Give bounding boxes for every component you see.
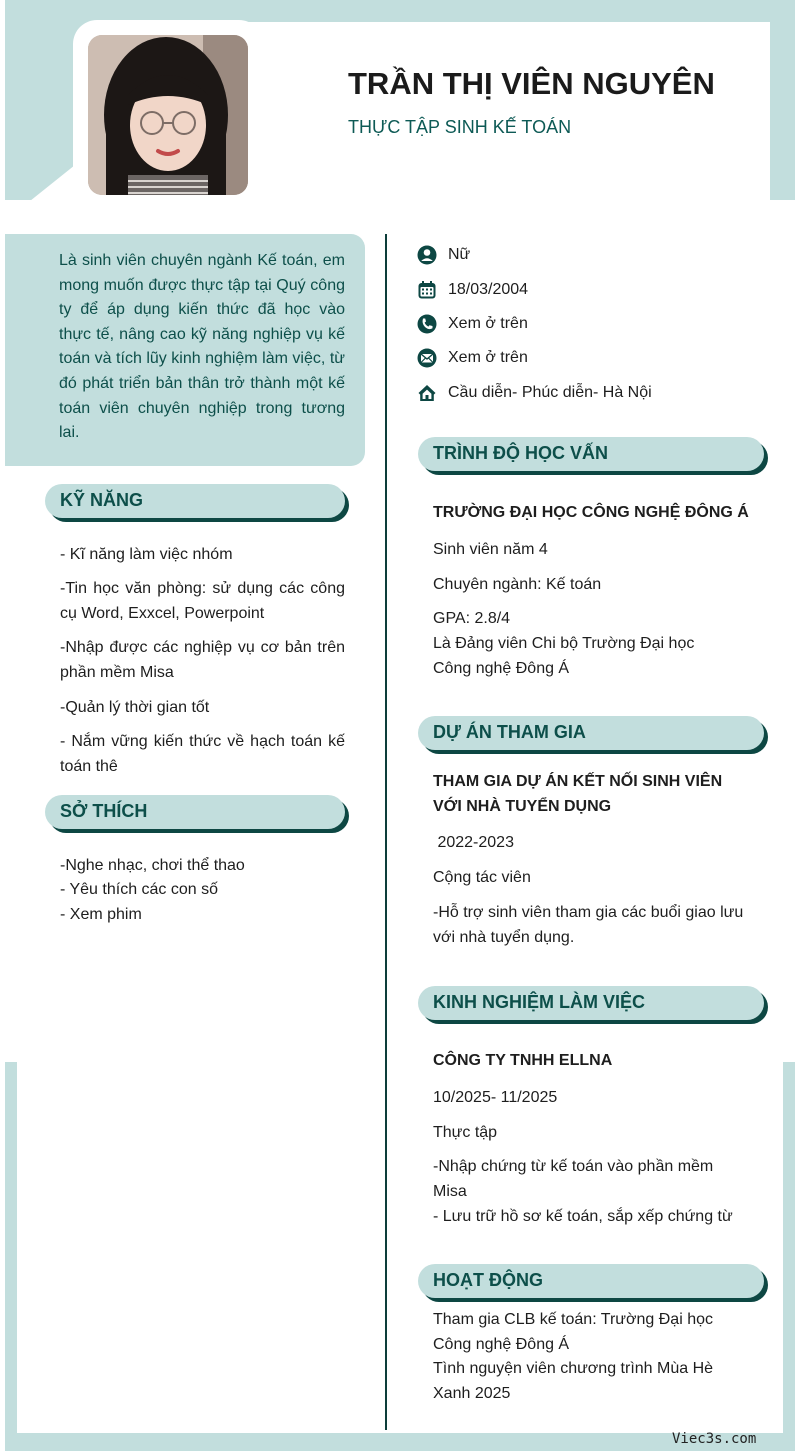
section-header-projects xyxy=(418,716,764,750)
gender-value: Nữ xyxy=(448,246,471,263)
frame-border-left xyxy=(5,1062,17,1451)
activity-item: Tham gia CLB kế toán: Trường Đại học Công nghệ Đông Á xyxy=(433,1311,713,1353)
watermark: Viec3s.com xyxy=(672,1431,757,1447)
section-title-hobbies: SỞ THÍCH xyxy=(60,801,148,821)
section-title-projects: DỰ ÁN THAM GIA xyxy=(433,722,586,742)
user-icon xyxy=(417,245,437,265)
hobby-item: -Nghe nhạc, chơi thể thao xyxy=(60,857,245,874)
contact-address xyxy=(417,382,652,404)
contact-email xyxy=(417,347,528,369)
major: Chuyên ngành: Kế toán xyxy=(433,576,602,593)
skill-item: -Tin học văn phòng: sử dụng các công cụ Word, Exxcel, Powerpoint xyxy=(60,580,345,622)
skill-item: - Nắm vững kiến thức về hạch toán kế toán thê xyxy=(60,733,345,775)
home-icon xyxy=(417,383,437,403)
calendar-icon xyxy=(417,280,437,300)
section-header-work xyxy=(418,986,764,1020)
project-period: 2022-2023 xyxy=(433,834,514,851)
skill-item: - Kĩ năng làm việc nhóm xyxy=(60,546,233,563)
activity-item: Tình nguyện viên chương trình Mùa Hè Xanh 2025 xyxy=(433,1360,714,1402)
section-title-work: KINH NGHIỆM LÀM VIỆC xyxy=(433,992,646,1012)
profile-photo xyxy=(88,35,248,195)
contact-phone xyxy=(417,313,528,335)
hobby-item: - Yêu thích các con số xyxy=(60,881,219,898)
section-title-activities: HOẠT ĐỘNG xyxy=(433,1270,543,1290)
column-divider xyxy=(385,234,387,1430)
email-value: Xem ở trên xyxy=(448,349,528,366)
school-name: TRƯỜNG ĐẠI HỌC CÔNG NGHỆ ĐÔNG Á xyxy=(433,504,749,521)
phone-value: Xem ở trên xyxy=(448,315,528,332)
project-name: THAM GIA DỰ ÁN KẾT NỐI SINH VIÊN VỚI NHÀ TUYỂN DỤNG xyxy=(433,773,723,815)
work-duty: -Nhập chứng từ kế toán vào phần mềm Misa xyxy=(433,1158,714,1200)
hobby-item: - Xem phim xyxy=(60,906,142,923)
address-value: Cầu diễn- Phúc diễn- Hà Nội xyxy=(448,384,652,401)
skill-item: -Quản lý thời gian tốt xyxy=(60,699,210,716)
header-panel xyxy=(245,22,770,200)
career-objective: Là sinh viên chuyên ngành Kế toán, em mong muốn được thực tập tại Quý công ty để áp dụng kiến thức đã học vào thực tế, nâng cao kỹ năng nghiệp vụ kế toán và tích lũy kinh nghiệm làm việc, từ đó phát triển bản thân trở thành một kế toán viên chuyên nghiệp trong tương lai. xyxy=(59,252,345,442)
frame-border-right xyxy=(783,1062,795,1451)
person-portrait-icon xyxy=(88,35,248,195)
work-duty: - Lưu trữ hồ sơ kế toán, sắp xếp chứng từ xyxy=(433,1208,733,1225)
project-position: Cộng tác viên xyxy=(433,869,531,886)
phone-icon xyxy=(417,314,437,334)
section-header-education xyxy=(418,437,764,471)
work-position: Thực tập xyxy=(433,1124,498,1141)
project-description: -Hỗ trợ sinh viên tham gia các buổi giao lưu với nhà tuyển dụng. xyxy=(433,904,744,946)
skill-item: -Nhập được các nghiệp vụ cơ bản trên phần mềm Misa xyxy=(60,639,345,681)
contact-birthday xyxy=(417,279,528,301)
work-period: 10/2025- 11/2025 xyxy=(433,1089,558,1106)
candidate-role: THỰC TẬP SINH KẾ TOÁN xyxy=(348,117,572,137)
company-name: CÔNG TY TNHH ELLNA xyxy=(433,1052,613,1069)
section-header-hobbies xyxy=(45,795,345,829)
birthday-value: 18/03/2004 xyxy=(448,281,529,298)
study-year: Sinh viên năm 4 xyxy=(433,541,548,558)
section-title-education: TRÌNH ĐỘ HỌC VẤN xyxy=(433,443,608,463)
candidate-name: TRẦN THỊ VIÊN NGUYÊN xyxy=(348,66,715,101)
section-header-skills xyxy=(45,484,345,518)
envelope-icon xyxy=(417,348,437,368)
section-header-activities xyxy=(418,1264,764,1298)
photo-frame-notch xyxy=(30,165,75,201)
section-title-skills: KỸ NĂNG xyxy=(60,490,144,510)
gpa: GPA: 2.8/4 xyxy=(433,610,511,627)
contact-gender xyxy=(417,244,470,266)
education-note: Là Đảng viên Chi bộ Trường Đại học Công nghệ Đông Á xyxy=(433,635,695,677)
